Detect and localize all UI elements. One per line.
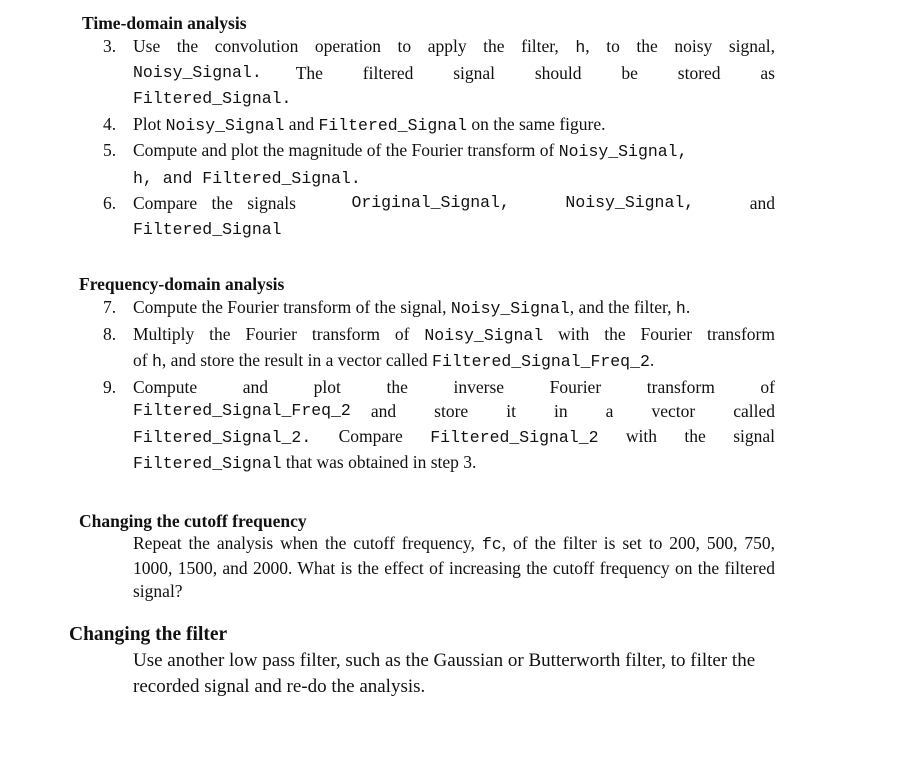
- step-number: 6.: [103, 193, 117, 213]
- list-item-step-5: [103, 138, 775, 191]
- frequency-domain-steps: [103, 295, 775, 477]
- step-9-line-1: Compute and plot the inverse Fourier transform of: [133, 376, 775, 397]
- step-number: 7.: [103, 297, 117, 317]
- step-number: 3.: [103, 36, 117, 56]
- step-6-line-1: Compare the signals Original_Signal, Noisy_Signal, and: [133, 193, 775, 213]
- section-title-cutoff-frequency: Changing the cutoff frequency: [79, 511, 307, 531]
- section-title-time-domain: Time-domain analysis: [82, 13, 247, 33]
- time-domain-steps: [103, 34, 776, 242]
- step-number: 8.: [103, 323, 117, 344]
- list-item-step-7: [103, 295, 775, 322]
- step-number: 4.: [103, 113, 117, 134]
- section-title-frequency-domain: Frequency-domain analysis: [79, 274, 285, 294]
- step-4-line-1: Plot Noisy_Signal and Filtered_Signal on the same figure.: [133, 113, 606, 135]
- step-5-line-1: Compute and plot the magnitude of the Fourier transform of Noisy_Signal,: [133, 140, 688, 161]
- step-9-line-4: Filtered_Signal that was obtained in step 3.: [133, 452, 477, 473]
- list-item-step-6: [103, 191, 775, 242]
- list-item-step-8: [103, 322, 775, 375]
- list-item-step-4: [103, 112, 775, 139]
- step-3-line-3: Filtered_Signal.: [133, 89, 292, 108]
- step-3-line-2: Noisy_Signal. The filtered signal should be stored as: [133, 62, 775, 83]
- step-6-line-2: Filtered_Signal: [133, 219, 282, 239]
- step-3-line-1: Use the convolution operation to apply the filter, h, to the noisy signal,: [133, 36, 776, 57]
- step-7-line-1: Compute the Fourier transform of the signal, Noisy_Signal, and the filter, h.: [133, 297, 691, 318]
- section-title-changing-filter: Changing the filter: [69, 624, 228, 645]
- step-9-line-3: Filtered_Signal_2. Compare Filtered_Signal_2 with the signal: [133, 425, 775, 447]
- cutoff-paragraph: Repeat the analysis when the cutoff frequency, fc, of the filter is set to 200, 500, 750, 1000, 1500, and 2000. What is the effect of increasing the cutoff frequency on the filtered signal?: [133, 533, 775, 601]
- list-item-step-3: [103, 34, 776, 112]
- filter-paragraph: Use another low pass filter, such as the Gaussian or Butterworth filter, to filter the recorded signal and re-do the analysis.: [133, 650, 756, 697]
- step-number: 9.: [103, 376, 117, 397]
- step-number: 5.: [103, 140, 117, 160]
- step-9-line-2: Filtered_Signal_Freq_2 and store it in a vector called: [133, 401, 775, 421]
- step-8-line-2: of h, and store the result in a vector called Filtered_Signal_Freq_2.: [133, 350, 655, 371]
- list-item-step-9: [103, 375, 775, 477]
- step-8-line-1: Multiply the Fourier transform of Noisy_Signal with the Fourier transform: [133, 323, 775, 345]
- step-5-line-2: h, and Filtered_Signal.: [133, 168, 361, 188]
